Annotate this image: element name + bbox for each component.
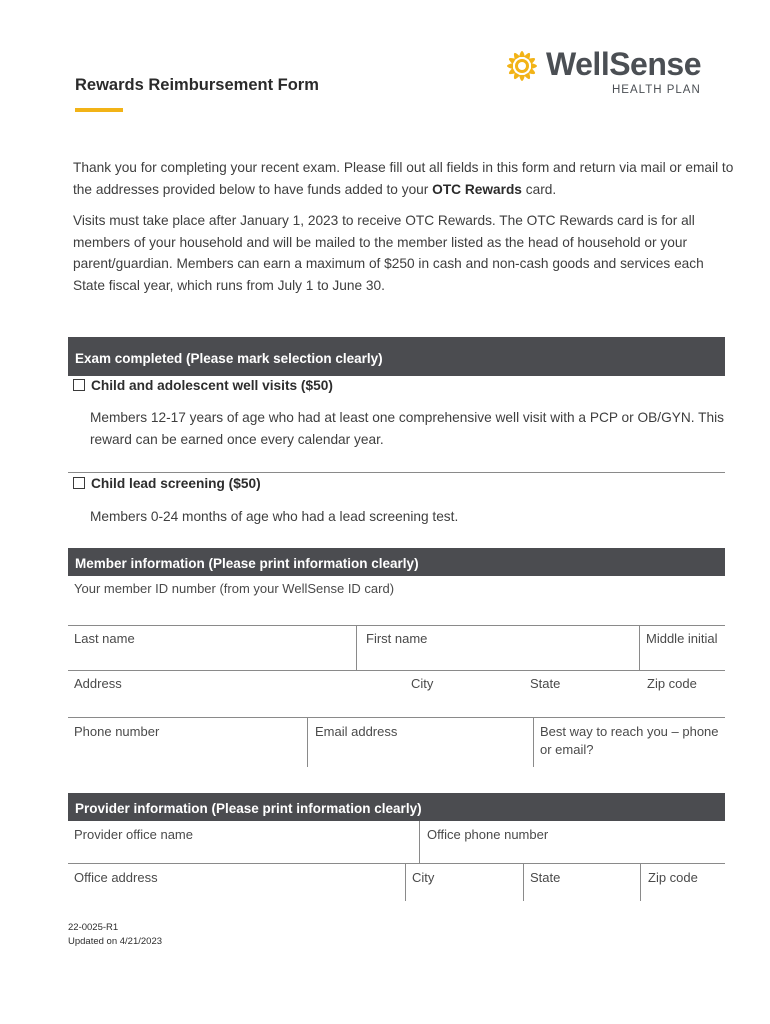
title-underline (75, 108, 123, 112)
office-address-field[interactable]: Office address (74, 870, 158, 885)
field-separator (640, 863, 641, 901)
logo-subtitle: HEALTH PLAN (612, 84, 701, 96)
provider-section-header: Provider information (Please print information clearly) (68, 793, 725, 821)
checkbox-well-visits[interactable] (73, 379, 85, 391)
office-phone-field[interactable]: Office phone number (427, 827, 549, 842)
field-separator (419, 821, 420, 863)
wellsense-logo (500, 44, 710, 100)
divider (68, 863, 725, 864)
divider (68, 472, 725, 473)
field-separator (523, 863, 524, 901)
address-field[interactable]: Address (74, 676, 122, 691)
intro-paragraph-1: Thank you for completing your recent exam. Please fill out all fields in this form and return via mail or email to the addresses provided below to have funds added to your OTC Rewards card. (73, 160, 734, 197)
state-field[interactable]: State (530, 676, 561, 691)
field-separator (639, 625, 640, 670)
zip-code-field[interactable]: Zip code (647, 676, 697, 691)
middle-initial-field[interactable]: Middle initial (646, 631, 718, 646)
email-address-field[interactable]: Email address (315, 724, 398, 739)
option-lead-screening[interactable]: Child lead screening ($50) (73, 476, 261, 491)
field-separator (307, 717, 308, 767)
option-well-visits-description: Members 12-17 years of age who had at least one comprehensive well visit with a PCP or OB/GYN. This reward can be earned once every calendar year. (90, 410, 724, 447)
office-city-field[interactable]: City (412, 870, 435, 885)
updated-date: Updated on 4/21/2023 (68, 936, 163, 947)
option-lead-screening-description: Members 0-24 months of age who had a lead screening test. (90, 509, 459, 524)
city-field[interactable]: City (411, 676, 434, 691)
first-name-field[interactable]: First name (366, 631, 428, 646)
provider-office-name-field[interactable]: Provider office name (74, 827, 193, 842)
exam-section-header: Exam completed (Please mark selection clearly) (68, 337, 725, 376)
page-title: Rewards Reimbursement Form (75, 76, 319, 94)
sun-icon (500, 44, 544, 88)
office-zip-code-field[interactable]: Zip code (648, 870, 698, 885)
form-code: 22-0025-R1 (68, 922, 119, 933)
phone-number-field[interactable]: Phone number (74, 724, 160, 739)
intro-paragraph-2: Visits must take place after January 1, 2023 to receive OTC Rewards. The OTC Rewards card is for all members of your household and will be mailed to the member listed as the head of household or your parent/guardian. Members can earn a maximum of $250 in cash and non-cash goods and services each State fiscal year, which runs from July 1 to June 30. (73, 213, 704, 293)
otc-rewards-emphasis: OTC Rewards (432, 181, 522, 197)
logo-wordmark: WellSense (546, 46, 701, 82)
checkbox-lead-screening[interactable] (73, 477, 85, 489)
field-separator (405, 863, 406, 901)
option-well-visits[interactable]: Child and adolescent well visits ($50) (73, 378, 333, 393)
field-separator (533, 717, 534, 767)
divider (68, 625, 725, 626)
member-id-field[interactable]: Your member ID number (from your WellSense ID card) (74, 581, 395, 596)
field-separator (356, 625, 357, 670)
divider (68, 717, 725, 718)
member-section-header: Member information (Please print information clearly) (68, 548, 725, 576)
office-state-field[interactable]: State (530, 870, 561, 885)
best-contact-method-field[interactable]: Best way to reach you – phone or email? (540, 724, 719, 757)
divider (68, 670, 725, 671)
last-name-field[interactable]: Last name (74, 631, 135, 646)
